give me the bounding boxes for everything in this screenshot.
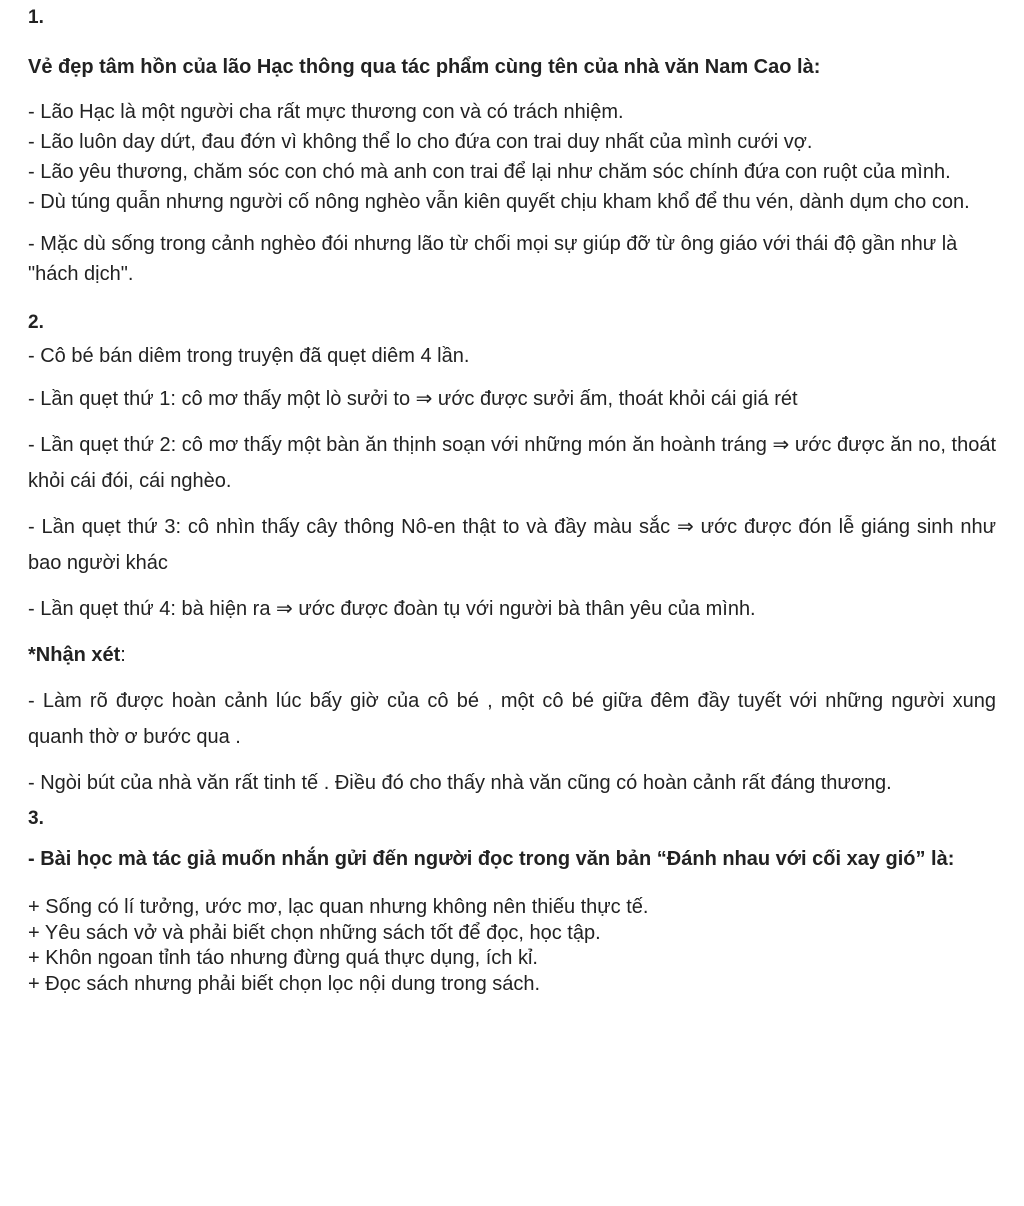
comment-heading (28, 637, 996, 673)
section-2-comments (28, 683, 996, 801)
section-2-strikes (28, 381, 996, 627)
strike-item: - Lần quẹt thứ 4: bà hiện ra ⇒ ước được đoàn tụ với người bà thân yêu của mình. (28, 598, 756, 620)
strike-item: - Lần quẹt thứ 2: cô mơ thấy một bàn ăn thịnh soạn với những món ăn hoành tráng ⇒ ước được ăn no, thoát khỏi cái đói, cái nghèo. (28, 434, 996, 492)
section-2-intro: - Cô bé bán diêm trong truyện đã quẹt diêm 4 lần. (28, 345, 470, 367)
section-1-points (28, 97, 996, 289)
comment-label: *Nhận xét (28, 644, 121, 666)
section-3-items (28, 895, 996, 997)
section-1-number: 1. (28, 7, 44, 28)
strike-item: - Lần quẹt thứ 1: cô mơ thấy một lò sưởi to ⇒ ước được sưởi ấm, thoát khỏi cái giá rét (28, 388, 798, 410)
lesson-item: + Sống có lí tưởng, ước mơ, lạc quan nhưng không nên thiếu thực tế. (28, 896, 649, 918)
section-1-point: - Lão yêu thương, chăm sóc con chó mà anh con trai để lại như chăm sóc chính đứa con ruột của mình. (28, 161, 951, 183)
section-3-number: 3. (28, 808, 44, 829)
section-3-heading: - Bài học mà tác giả muốn nhắn gửi đến người đọc trong văn bản “Đánh nhau với cối xay gió” là: (28, 848, 955, 870)
lesson-item: + Đọc sách nhưng phải biết chọn lọc nội dung trong sách. (28, 972, 541, 995)
section-1-heading: Vẻ đẹp tâm hồn của lão Hạc thông qua tác phẩm cùng tên của nhà văn Nam Cao là: (28, 56, 821, 78)
lesson-item: + Yêu sách vở và phải biết chọn những sách tốt để đọc, học tập. (28, 921, 601, 944)
section-1-point: - Lão luôn day dứt, đau đớn vì không thể lo cho đứa con trai duy nhất của mình cưới vợ. (28, 131, 813, 153)
section-1-point: - Dù túng quẫn nhưng người cố nông nghèo vẫn kiên quyết chịu kham khổ để thu vén, dành dụm cho con. (28, 191, 970, 213)
section-1-point: - Mặc dù sống trong cảnh nghèo đói nhưng lão từ chối mọi sự giúp đỡ từ ông giáo với thái độ gần như là "hách dịch". (28, 233, 958, 285)
lesson-item: + Khôn ngoan tỉnh táo nhưng đừng quá thực dụng, ích kỉ. (28, 947, 538, 969)
comment-item: - Ngòi bút của nhà văn rất tinh tế . Điều đó cho thấy nhà văn cũng có hoàn cảnh rất đáng thương. (28, 772, 892, 794)
section-1-point: - Lão Hạc là một người cha rất mực thương con và có trách nhiệm. (28, 101, 624, 123)
comment-colon: : (120, 644, 126, 666)
comment-item: - Làm rõ được hoàn cảnh lúc bấy giờ của cô bé , một cô bé giữa đêm đầy tuyết với những người xung quanh thờ ơ bước qua . (28, 690, 996, 748)
strike-item: - Lần quẹt thứ 3: cô nhìn thấy cây thông Nô-en thật to và đầy màu sắc ⇒ ước được đón lễ giáng sinh như bao người khác (28, 516, 996, 574)
section-2-number: 2. (28, 312, 44, 333)
